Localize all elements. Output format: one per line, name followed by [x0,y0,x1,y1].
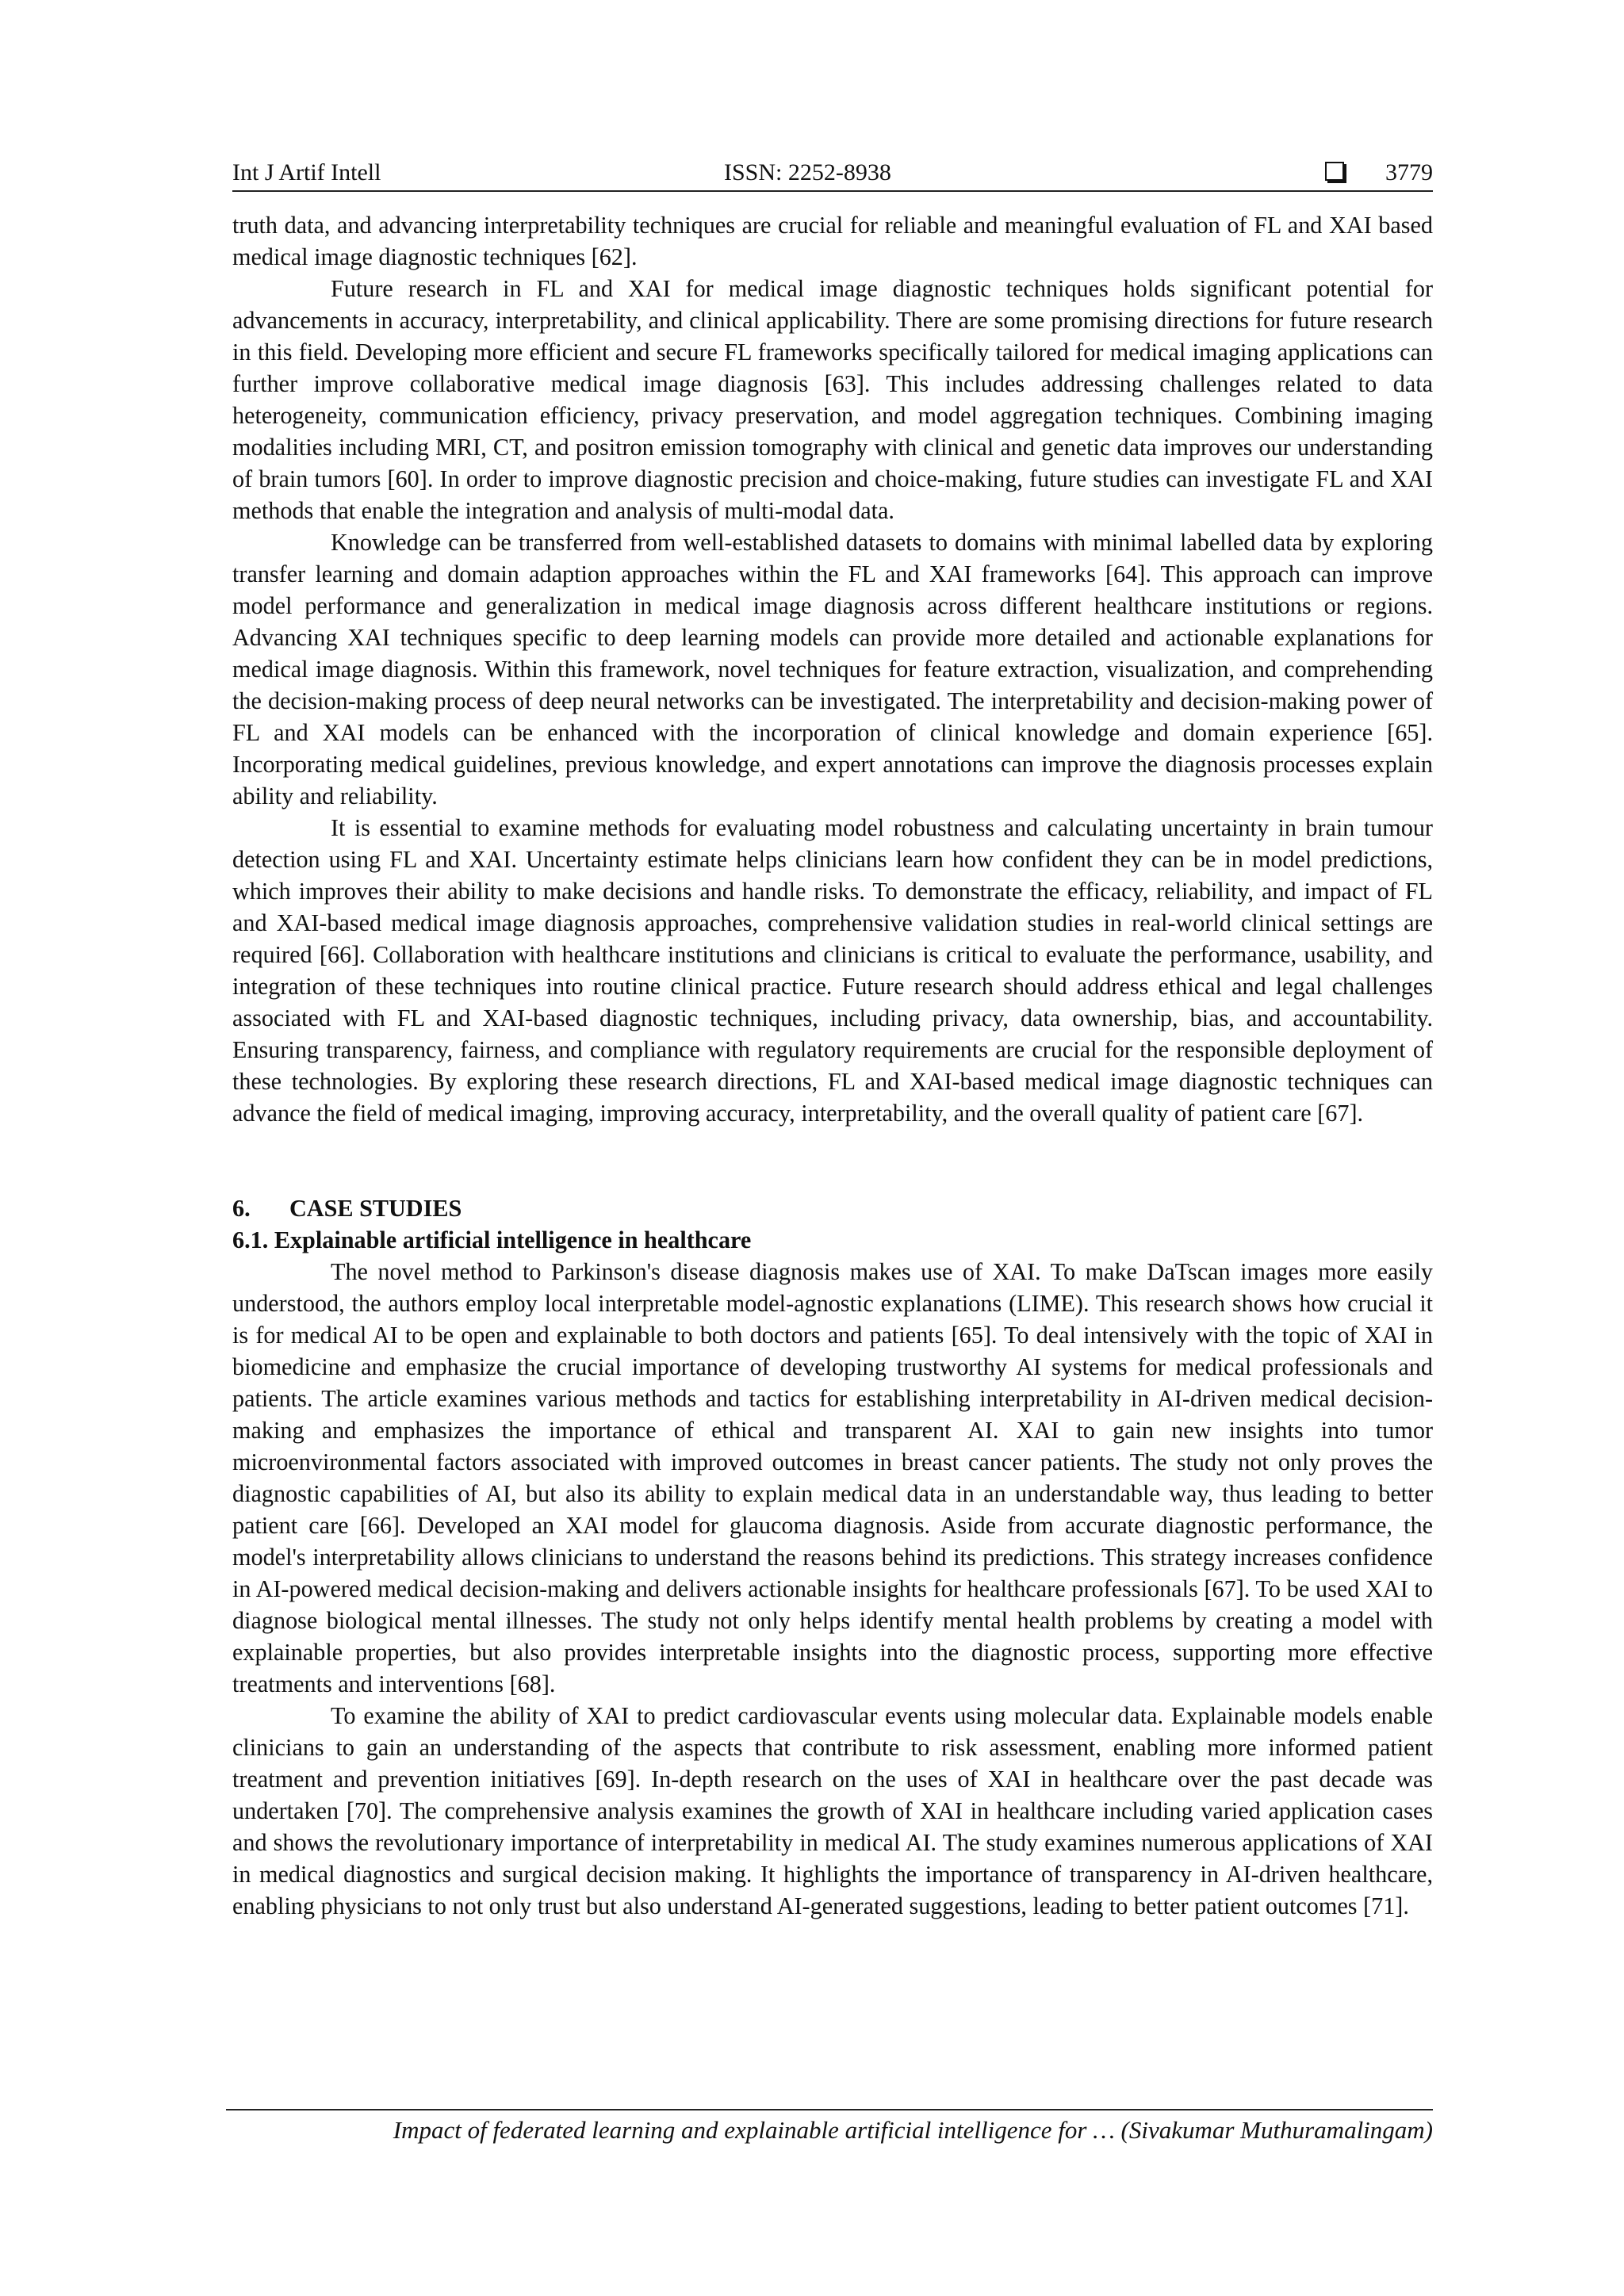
page-number-group [1325,155,1433,190]
running-header [232,155,1433,192]
issn-label: ISSN: 2252-8938 [724,159,891,186]
section-title: CASE STUDIES [289,1195,462,1222]
running-footer: Impact of federated learning and explainable artificial intelligence for … (Sivakumar Muthuramalingam) [226,2109,1433,2147]
section-spacer [232,1129,1433,1192]
square-bullet-icon [1325,162,1344,181]
section-number: 6. [232,1195,251,1222]
paragraph: The novel method to Parkinson's disease diagnosis makes use of XAI. To make DaTscan images more easily understood, the authors employ local interpretable model-agnostic explanations (LIME). This research shows how crucial it is for medical AI to be open and explainable to both doctors and patients [65]. To deal intensively with the topic of XAI in biomedicine and emphasize the crucial importance of developing trustworthy AI systems for medical professionals and patients. The article examines various methods and tactics for establishing interpretability in AI-driven medical decision-making and emphasizes the importance of ethical and transparent AI. XAI to gain new insights into tumor microenvironmental factors associated with improved outcomes in breast cancer patients. The study not only proves the diagnostic capabilities of AI, but also its ability to explain medical data in an understandable way, thus leading to better patient care [66]. Developed an XAI model for glaucoma diagnosis. Aside from accurate diagnostic performance, the model's interpretability allows clinicians to understand the reasons behind its predictions. This strategy increases confidence in AI-powered medical decision-making and delivers actionable insights for healthcare professionals [67]. To be used XAI to diagnose biological mental illnesses. The study not only helps identify mental health problems by creating a model with explainable properties, but also provides interpretable insights into the diagnostic process, supporting more effective treatments and interventions [68]. [232,1258,1433,1697]
section-heading [232,1192,1433,1224]
paragraph-continued: truth data, and advancing interpretability techniques are crucial for reliable and meaningful evaluation of FL and XAI based medical image diagnostic techniques [62]. [232,212,1433,270]
paragraph: Future research in FL and XAI for medical image diagnostic techniques holds significant potential for advancements in accuracy, interpretability, and clinical applicability. There are some promising directions for future research in this field. Developing more efficient and secure FL frameworks specifically tailored for medical imaging applications can further improve collaborative medical image diagnosis [63]. This includes addressing challenges related to data heterogeneity, communication efficiency, privacy preservation, and model aggregation techniques. Combining imaging modalities including MRI, CT, and positron emission tomography with clinical and genetic data improves our understanding of brain tumors [60]. In order to improve diagnostic precision and choice-making, future studies can investigate FL and XAI methods that enable the integration and analysis of multi-modal data. [232,275,1433,524]
paragraph: Knowledge can be transferred from well-established datasets to domains with minimal labelled data by exploring transfer learning and domain adaption approaches within the FL and XAI frameworks [64]. This approach can improve model performance and generalization in medical image diagnosis across different healthcare institutions or regions. Advancing XAI techniques specific to deep learning models can provide more detailed and actionable explanations for medical image diagnosis. Within this framework, novel techniques for feature extraction, visualization, and comprehending the decision-making process of deep neural networks can be investigated. The interpretability and decision-making power of FL and XAI models can be enhanced with the incorporation of clinical knowledge and domain experience [65]. Incorporating medical guidelines, previous knowledge, and expert annotations can improve the diagnosis processes explain ability and reliability. [232,529,1433,809]
journal-name: Int J Artif Intell [232,159,381,186]
body-text [232,209,1433,1922]
paragraph: To examine the ability of XAI to predict cardiovascular events using molecular data. Explainable models enable clinicians to gain an understanding of the aspects that contribute to risk assessment, enabling more informed patient treatment and prevention initiatives [69]. In-depth research on the uses of XAI in healthcare over the past decade was undertaken [70]. The comprehensive analysis examines the growth of XAI in healthcare including varied application cases and shows the revolutionary importance of interpretability in medical AI. The study examines numerous applications of XAI in medical diagnostics and surgical decision making. It highlights the importance of transparency in AI-driven healthcare, enabling physicians to not only trust but also understand AI-generated suggestions, leading to better patient outcomes [71]. [232,1702,1433,1919]
paragraph: It is essential to examine methods for evaluating model robustness and calculating uncertainty in brain tumour detection using FL and XAI. Uncertainty estimate helps clinicians learn how confident they can be in model predictions, which improves their ability to make decisions and handle risks. To demonstrate the efficacy, reliability, and impact of FL and XAI-based medical image diagnosis approaches, comprehensive validation studies in real-world clinical settings are required [66]. Collaboration with healthcare institutions and clinicians is critical to evaluate the performance, usability, and integration of these techniques into routine clinical practice. Future research should address ethical and legal challenges associated with FL and XAI-based diagnostic techniques, including privacy, data ownership, bias, and accountability. Ensuring transparency, fairness, and compliance with regulatory requirements are crucial for the responsible deployment of these technologies. By exploring these research directions, FL and XAI-based medical image diagnostic techniques can advance the field of medical imaging, improving accuracy, interpretability, and the overall quality of patient care [67]. [232,814,1433,1127]
subsection-heading: 6.1. Explainable artificial intelligence in healthcare [232,1226,752,1253]
page-content [232,155,1433,1922]
page-number: 3779 [1385,159,1433,186]
